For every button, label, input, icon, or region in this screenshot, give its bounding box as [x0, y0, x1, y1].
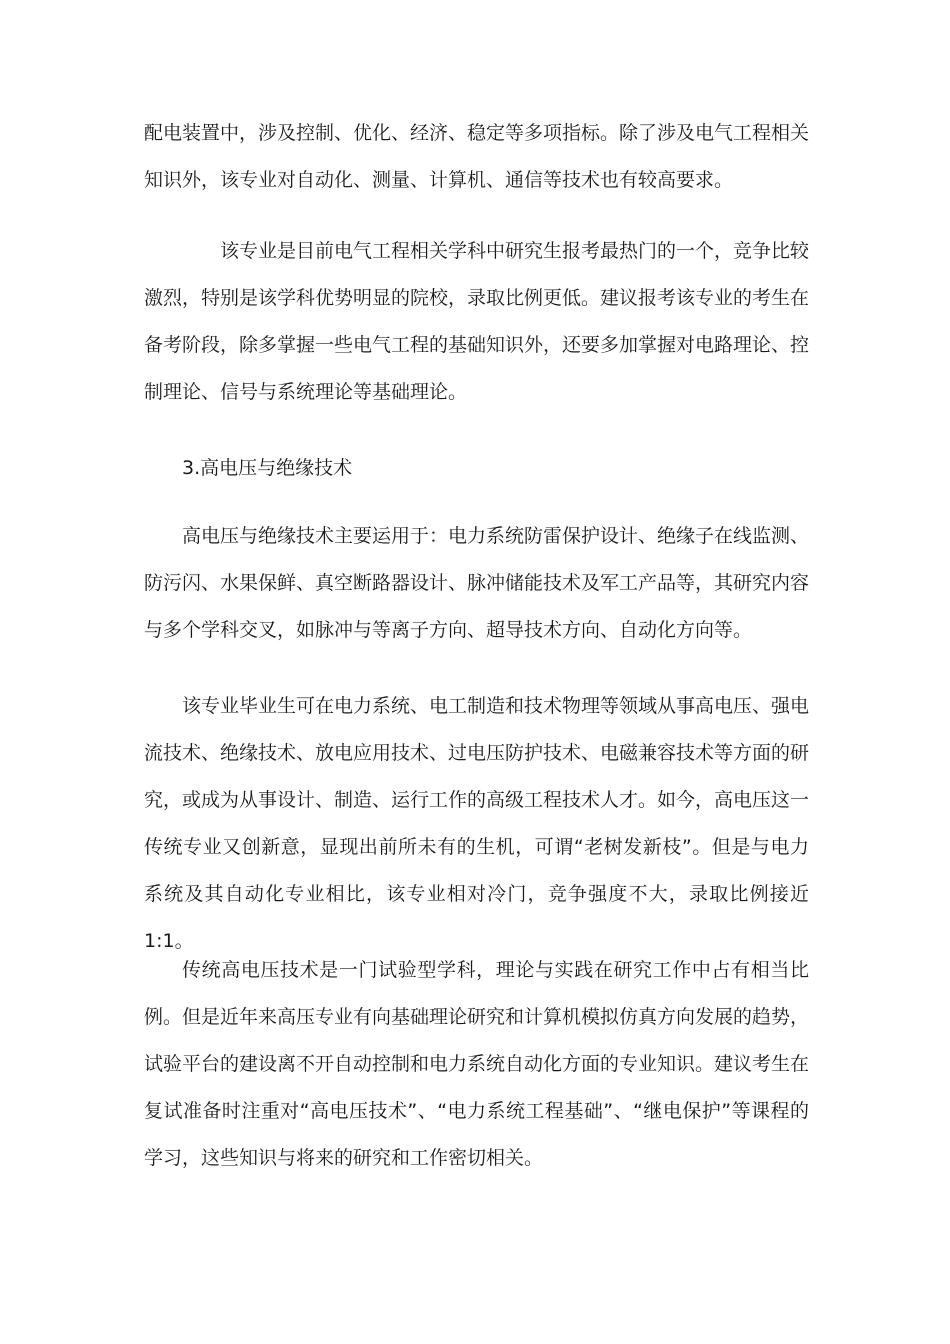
paragraph-applications: 高电压与绝缘技术主要运用于：电力系统防雷保护设计、绝缘子在线监测、防污闪、水果保鲜、真空断路器设计、脉冲储能技术及军工产品等，其研究内容与多个学科交叉，如脉冲与等离子方向、超导技术方向、自动化方向等。 [144, 525, 810, 641]
paragraph-experimental: 传统高电压技术是一门试验型学科，理论与实践在研究工作中占有相当比例。但是近年来高压专业有向基础理论研究和计算机模拟仿真方向发展的趋势，试验平台的建设离不开自动控制和电力系统自动化方面的专业知识。建议考生在复试准备时注重对“高电压技术”、“电力系统工程基础”、“继电保护”等课程的学习，这些知识与将来的研究和工作密切相关。 [144, 959, 810, 1169]
paragraph-continuation: 配电装置中，涉及控制、优化、经济、稳定等多项指标。除了涉及电气工程相关知识外，该专业对自动化、测量、计算机、通信等技术也有较高要求。 [144, 122, 810, 191]
paragraph-competition: 该专业是目前电气工程相关学科中研究生报考最热门的一个，竞争比较激烈，特别是该学科优势明显的院校，录取比例更低。建议报考该专业的考生在备考阶段，除多掌握一些电气工程的基础知识外，还要多加掌握对电路理论、控制理论、信号与系统理论等基础理论。 [144, 240, 810, 403]
paragraph-graduates: 该专业毕业生可在电力系统、电工制造和技术物理等领域从事高电压、强电流技术、绝缘技术、放电应用技术、过电压防护技术、电磁兼容技术等方面的研究，或成为从事设计、制造、运行工作的高级工程技术人才。如今，高电压这一传统专业又创新意，显现出前所未有的生机，可谓“老树发新枝”。但是与电力系统及其自动化专业相比，该专业相对冷门，竞争强度不大，录取比例接近 1:1。 [144, 695, 810, 952]
section-heading: 3.高电压与绝缘技术 [182, 457, 353, 479]
